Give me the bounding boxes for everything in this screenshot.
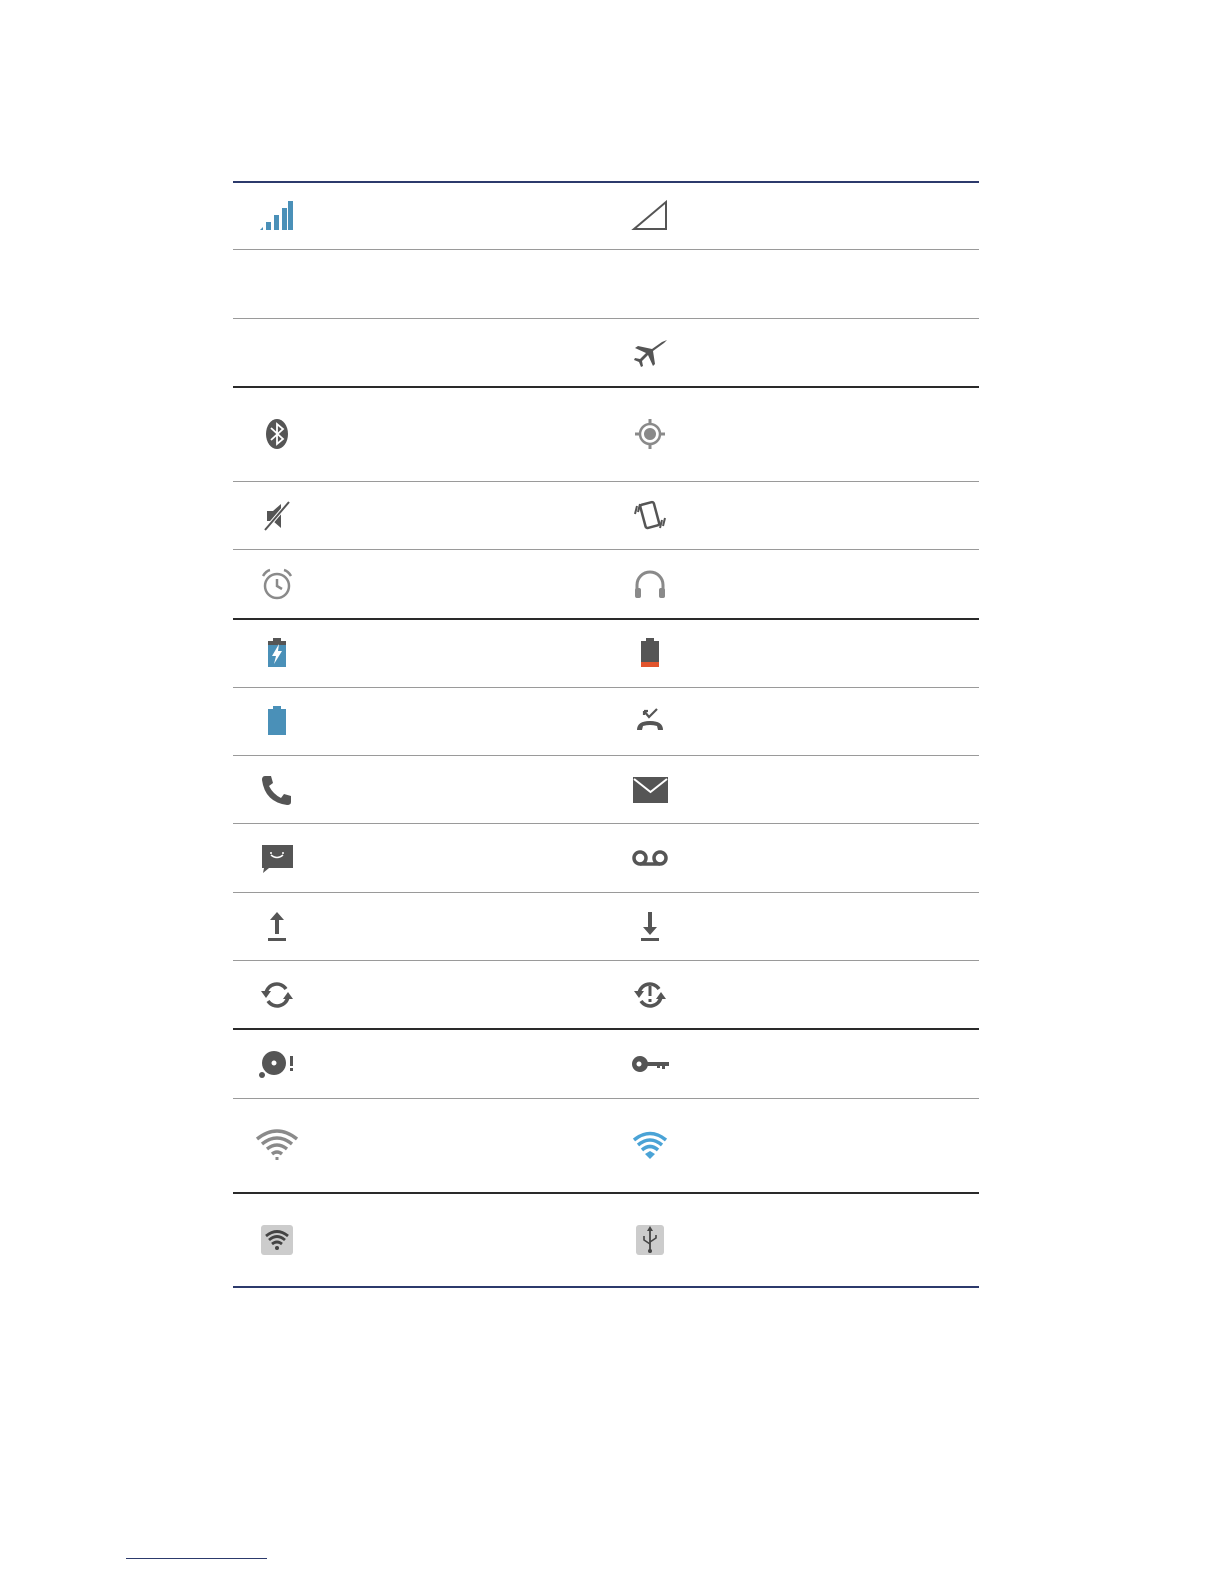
row-divider — [233, 687, 979, 688]
section-divider — [233, 1192, 979, 1194]
airplane-mode-icon — [626, 330, 674, 378]
wifi-connected-icon — [626, 1121, 674, 1169]
call-in-progress-icon — [253, 766, 301, 814]
section-divider — [233, 1028, 979, 1030]
uploading-icon — [253, 903, 301, 951]
silent-mode-icon — [253, 492, 301, 540]
section-divider — [233, 386, 979, 388]
table-top-border — [233, 181, 979, 183]
vpn-key-icon — [626, 1040, 674, 1088]
sync-icon — [253, 971, 301, 1019]
alarm-icon — [253, 561, 301, 609]
row-divider — [233, 960, 979, 961]
row-divider — [233, 549, 979, 550]
missed-call-icon — [626, 697, 674, 745]
gps-location-icon — [626, 410, 674, 458]
table-bottom-border — [233, 1286, 979, 1288]
headset-icon — [626, 561, 674, 609]
row-divider — [233, 1098, 979, 1099]
vibrate-mode-icon — [626, 492, 674, 540]
row-divider — [233, 318, 979, 319]
row-divider — [233, 823, 979, 824]
row-divider — [233, 481, 979, 482]
new-message-icon — [253, 834, 301, 882]
row-divider — [233, 249, 979, 250]
storage-warning-icon — [253, 1040, 301, 1088]
voicemail-icon — [626, 834, 674, 882]
sync-error-icon — [626, 971, 674, 1019]
new-email-icon — [626, 766, 674, 814]
battery-low-icon — [626, 629, 674, 677]
battery-full-icon — [253, 697, 301, 745]
row-divider — [233, 755, 979, 756]
usb-tethering-icon — [626, 1216, 674, 1264]
battery-charging-icon — [253, 629, 301, 677]
wifi-hotspot-icon — [253, 1216, 301, 1264]
signal-strength-icon — [253, 192, 301, 240]
bluetooth-icon — [253, 410, 301, 458]
downloading-icon — [626, 903, 674, 951]
row-divider — [233, 892, 979, 893]
no-signal-icon — [626, 192, 674, 240]
section-divider — [233, 618, 979, 620]
footnote-rule — [126, 1558, 267, 1559]
wifi-available-icon — [253, 1121, 301, 1169]
